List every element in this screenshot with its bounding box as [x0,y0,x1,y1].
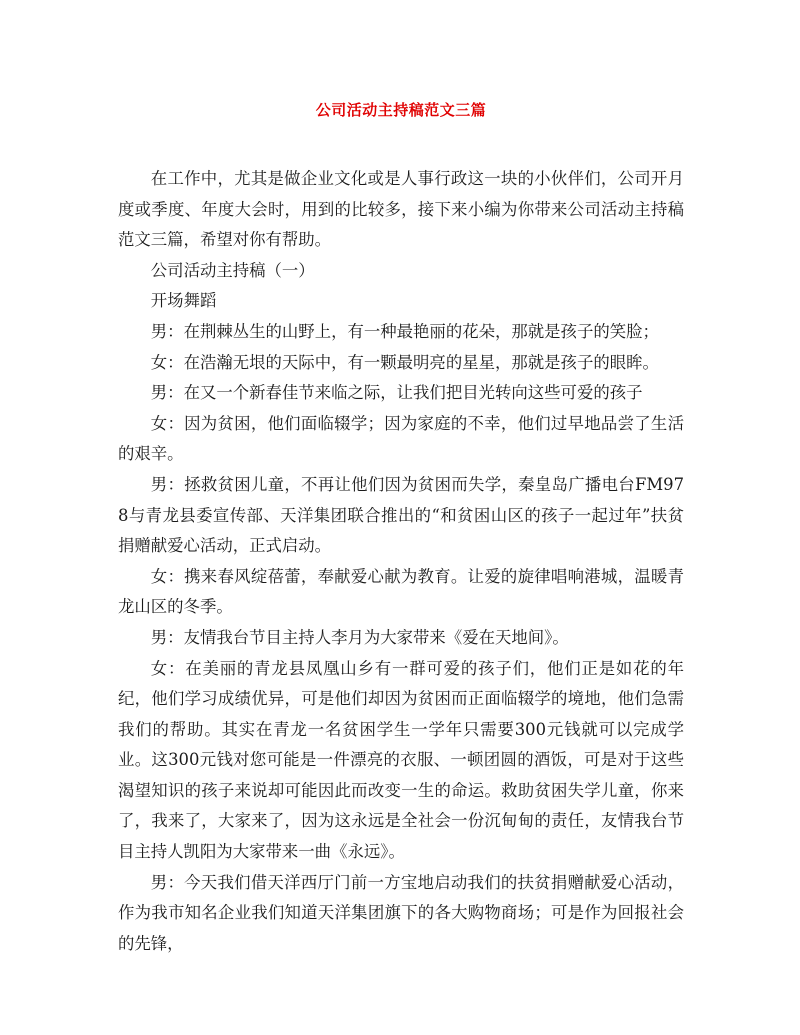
paragraph-dialogue: 女：在美丽的青龙县凤凰山乡有一群可爱的孩子们，他们正是如花的年纪，他们学习成绩优异，可是他们却因为贫困而正面临辍学的境地，他们急需我们的帮助。其实在青龙一名贫困学生一学年只需要300元钱就可以完成学业。这300元钱对您可能是一件漂亮的衣服、一顿团圆的酒饭，可是对于这些渴望知识的孩子来说却可能因此而改变一生的命运。救助贫困失学儿童，你来了，我来了，大家来了，因为这永远是全社会一份沉甸甸的责任，友情我台节目主持人凯阳为大家带来一曲《永远》。 [118,658,684,862]
paragraph-dialogue: 女：携来春风绽蓓蕾，奉献爱心献为教育。让爱的旋律唱响港城，温暖青龙山区的冬季。 [118,566,684,617]
document-page [118,100,684,959]
paragraph-dialogue: 男：友情我台节目主持人李月为大家带来《爱在天地间》。 [150,627,569,647]
paragraph-dialogue: 男：拯救贫困儿童，不再让他们因为贫困而失学，秦皇岛广播电台FM978与青龙县委宣传部、天洋集团联合推出的“和贫困山区的孩子一起过年”扶贫捐赠献爱心活动，正式启动。 [118,474,684,556]
paragraph-opening-dance: 开场舞蹈 [150,291,217,311]
paragraph-dialogue: 女：因为贫困，他们面临辍学；因为家庭的不幸，他们过早地品尝了生活的艰辛。 [118,413,684,464]
paragraph-intro: 在工作中，尤其是做企业文化或是人事行政这一块的小伙伴们，公司开月度或季度、年度大会时，用到的比较多，接下来小编为你带来公司活动主持稿范文三篇，希望对你有帮助。 [118,169,684,250]
paragraph-dialogue: 女：在浩瀚无垠的天际中，有一颗最明亮的星星，那就是孩子的眼眸。 [150,352,659,372]
paragraph-dialogue: 男：在荆棘丛生的山野上，有一种最艳丽的花朵，那就是孩子的笑脸； [150,321,659,341]
paragraph-section-heading: 公司活动主持稿（一） [150,260,315,280]
paragraph-dialogue: 男：在又一个新春佳节来临之际，让我们把目光转向这些可爱的孩子 [150,383,643,403]
document-title: 公司活动主持稿范文三篇 [315,101,487,119]
paragraph-dialogue: 男：今天我们借天洋西厅门前一方宝地启动我们的扶贫捐赠献爱心活动，作为我市知名企业我们知道天洋集团旗下的各大购物商场；可是作为回报社会的先锋， [118,872,684,953]
